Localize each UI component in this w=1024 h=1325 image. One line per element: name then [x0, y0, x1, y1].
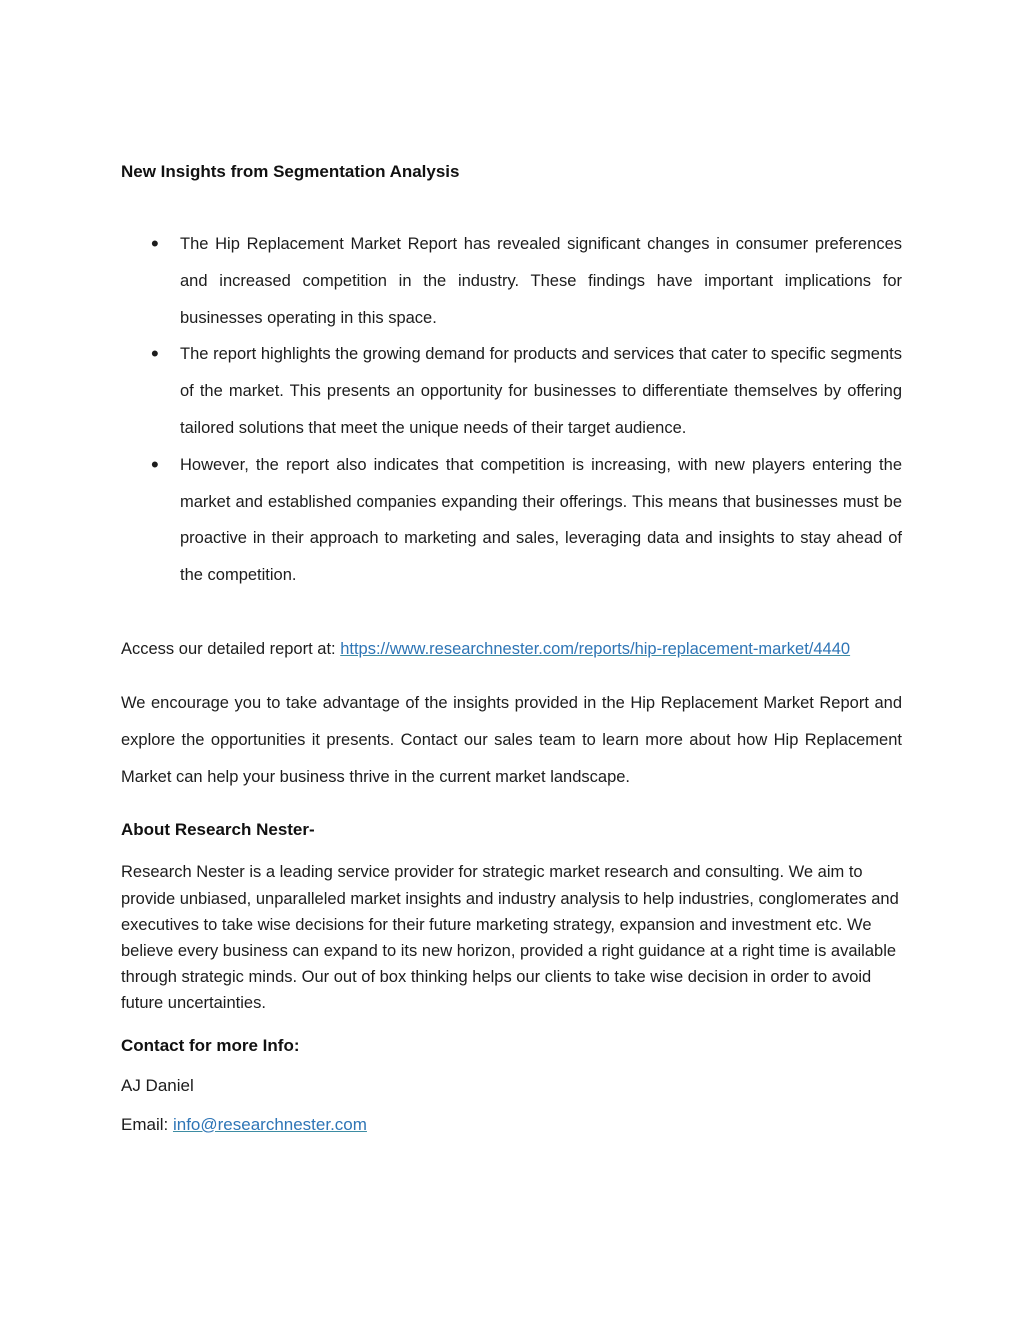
contact-heading: Contact for more Info: [121, 1035, 300, 1055]
bullet-item: • The Hip Replacement Market Report has revealed significant changes in consumer preferences and increased competition in the industry. These findings have important implications for businesses operating in this space. [121, 226, 902, 336]
report-access-line [121, 636, 902, 663]
bullet-item: • However, the report also indicates that competition is increasing, with new players entering the market and established companies expanding their offerings. This means that businesses must be proactive in their approach to marketing and sales, leveraging data and insights to stay ahead of the competition. [121, 447, 902, 594]
report-url-link[interactable]: https://www.researchnester.com/reports/hip-replacement-market/4440 [340, 639, 851, 658]
email-link[interactable]: info@researchnester.com [172, 1114, 367, 1134]
section-heading-new-insights: New Insights from Segmentation Analysis [121, 162, 460, 181]
bullet-item: • The report highlights the growing demand for products and services that cater to specific segments of the market. This presents an opportunity for businesses to differentiate themselves by offering tailored solutions that meet the unique needs of their target audience. [121, 336, 902, 446]
about-research-nester-heading: About Research Nester- [121, 820, 315, 840]
email-label: Email: [121, 1114, 173, 1134]
insights-bullet-list [121, 226, 902, 594]
about-research-nester-paragraph: Research Nester is a leading service provider for strategic market research and consulting. We aim to provide unbiased, unparalleled market insights and industry analysis to help industries, conglomerates and executives to take wise decisions for their future marketing strategy, expansion and investment etc. We believe every business can expand to its new horizon, provided a right guidance at a right time is available through strategic minds. Our out of box thinking helps our clients to take wise decision in order to avoid future uncertainties. [121, 863, 899, 1013]
contact-person-name: AJ Daniel [121, 1075, 194, 1095]
report-access-label: Access our detailed report at: [121, 639, 341, 658]
contact-email-line [121, 1114, 902, 1136]
encourage-paragraph: We encourage you to take advantage of the insights provided in the Hip Replacement Market Report and explore the opportunities it presents. Contact our sales team to learn more about how Hip Replacement Market can help your business thrive in the current market landscape. [121, 693, 902, 786]
